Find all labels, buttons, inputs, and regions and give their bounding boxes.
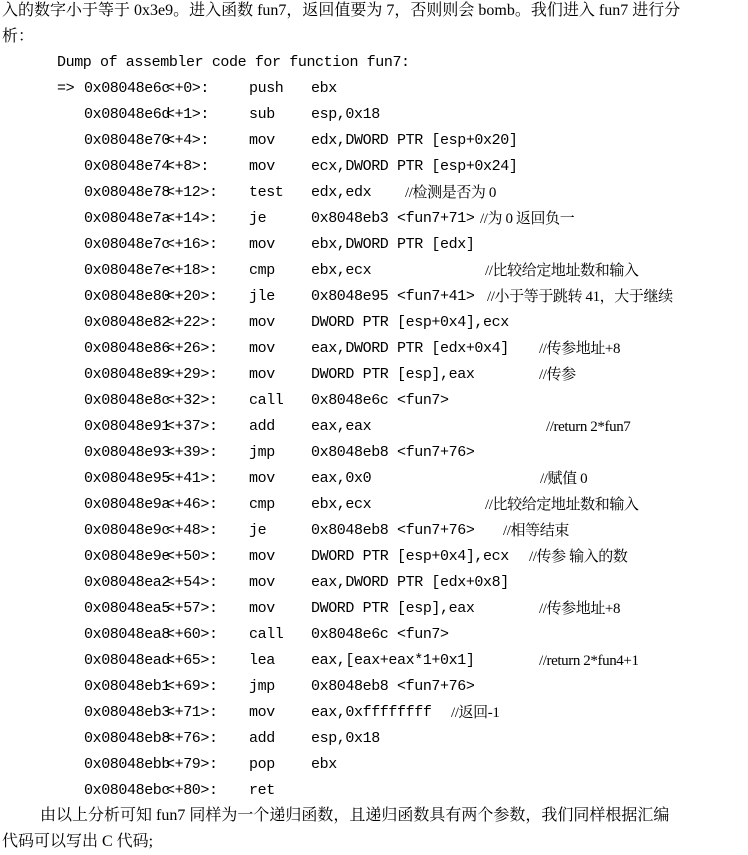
instruction-operands: DWORD PTR [esp+0x4],ecx	[311, 314, 509, 331]
instruction-row	[0, 310, 748, 336]
instruction-address: 0x08048ea8	[84, 626, 171, 643]
instruction-mnemonic: mov	[249, 314, 275, 331]
instruction-operands: 0x8048eb8 <fun7+76>	[311, 522, 475, 539]
instruction-address: 0x08048e93	[84, 444, 171, 461]
instruction-mnemonic: mov	[249, 704, 275, 721]
instruction-address: 0x08048eb1	[84, 678, 171, 695]
instruction-offset: <+69>:	[166, 678, 218, 695]
instruction-mnemonic: mov	[249, 366, 275, 383]
instruction-comment: //return 2*fun7	[546, 419, 631, 435]
instruction-row	[0, 414, 748, 440]
instruction-operands: ebx	[311, 80, 337, 97]
intro-paragraph-line2: 析：	[2, 28, 35, 45]
instruction-comment: //返回-1	[451, 705, 500, 721]
instruction-mnemonic: call	[249, 392, 284, 409]
instruction-operands: 0x8048e95 <fun7+41>	[311, 288, 475, 305]
instruction-mnemonic: push	[249, 80, 284, 97]
instruction-address: 0x08048e74	[84, 158, 171, 175]
instruction-mnemonic: je	[249, 210, 267, 227]
instruction-offset: <+79>:	[166, 756, 218, 773]
instruction-comment: //传参 输入的数	[529, 549, 628, 565]
instruction-offset: <+80>:	[166, 782, 218, 799]
instruction-address: 0x08048e9e	[84, 548, 171, 565]
instruction-address: 0x08048e6c	[84, 80, 171, 97]
instruction-mnemonic: mov	[249, 236, 275, 253]
instruction-mnemonic: ret	[249, 782, 275, 799]
instruction-mnemonic: mov	[249, 548, 275, 565]
instruction-address: 0x08048e7a	[84, 210, 171, 227]
outro-paragraph-line1: 由以上分析可知 fun7 同样为一个递归函数，且递归函数具有两个参数，我们同样根据汇编	[40, 807, 670, 824]
instruction-row	[0, 752, 748, 778]
instruction-address: 0x08048e70	[84, 132, 171, 149]
instruction-operands: eax,DWORD PTR [edx+0x4]	[311, 340, 509, 357]
instruction-address: 0x08048e7c	[84, 236, 171, 253]
instruction-offset: <+50>:	[166, 548, 218, 565]
instruction-row	[0, 180, 748, 206]
instruction-row	[0, 232, 748, 258]
instruction-row	[0, 466, 748, 492]
instruction-offset: <+18>:	[166, 262, 218, 279]
instruction-operands: ebx	[311, 756, 337, 773]
instruction-comment: //传参	[539, 367, 576, 383]
instruction-row	[0, 596, 748, 622]
instruction-row	[0, 76, 748, 102]
instruction-offset: <+46>:	[166, 496, 218, 513]
instruction-offset: <+76>:	[166, 730, 218, 747]
instruction-operands: 0x8048eb3 <fun7+71>	[311, 210, 475, 227]
instruction-mnemonic: add	[249, 730, 275, 747]
instruction-offset: <+29>:	[166, 366, 218, 383]
instruction-address: 0x08048eb8	[84, 730, 171, 747]
instruction-operands: esp,0x18	[311, 106, 380, 123]
instruction-mnemonic: jle	[249, 288, 275, 305]
instruction-operands: edx,DWORD PTR [esp+0x20]	[311, 132, 518, 149]
instruction-row	[0, 726, 748, 752]
instruction-operands: eax,[eax+eax*1+0x1]	[311, 652, 475, 669]
instruction-offset: <+0>:	[166, 80, 210, 97]
instruction-offset: <+71>:	[166, 704, 218, 721]
instruction-offset: <+57>:	[166, 600, 218, 617]
instruction-address: 0x08048e78	[84, 184, 171, 201]
instruction-mnemonic: pop	[249, 756, 275, 773]
instruction-row	[0, 154, 748, 180]
instruction-offset: <+41>:	[166, 470, 218, 487]
instruction-address: 0x08048ebb	[84, 756, 171, 773]
instruction-row	[0, 700, 748, 726]
instruction-mnemonic: mov	[249, 574, 275, 591]
instruction-comment: //传参地址+8	[539, 341, 621, 357]
instruction-operands: DWORD PTR [esp],eax	[311, 600, 475, 617]
instruction-operands: ebx,ecx	[311, 496, 372, 513]
instruction-operands: 0x8048e6c <fun7>	[311, 392, 449, 409]
instruction-offset: <+65>:	[166, 652, 218, 669]
instruction-address: 0x08048eb3	[84, 704, 171, 721]
instruction-address: 0x08048e89	[84, 366, 171, 383]
instruction-address: 0x08048ea5	[84, 600, 171, 617]
instruction-offset: <+26>:	[166, 340, 218, 357]
instruction-row	[0, 336, 748, 362]
instruction-row	[0, 362, 748, 388]
instruction-row	[0, 206, 748, 232]
instruction-row	[0, 778, 748, 804]
instruction-row	[0, 388, 748, 414]
intro-paragraph-line1: 入的数字小于等于 0x3e9。进入函数 fun7，返回值要为 7，否则则会 bomb。我们进入 fun7 进行分	[2, 2, 681, 19]
instruction-row	[0, 440, 748, 466]
instruction-offset: <+12>:	[166, 184, 218, 201]
instruction-address: 0x08048e82	[84, 314, 171, 331]
instruction-address: 0x08048ebc	[84, 782, 171, 799]
instruction-mnemonic: mov	[249, 158, 275, 175]
instruction-operands: 0x8048e6c <fun7>	[311, 626, 449, 643]
instruction-row	[0, 518, 748, 544]
instruction-mnemonic: cmp	[249, 262, 275, 279]
instruction-row	[0, 544, 748, 570]
instruction-row	[0, 258, 748, 284]
instruction-offset: <+48>:	[166, 522, 218, 539]
instruction-comment: //相等结束	[503, 523, 569, 539]
instruction-mnemonic: cmp	[249, 496, 275, 513]
instruction-address: 0x08048e7e	[84, 262, 171, 279]
instruction-address: 0x08048e9c	[84, 522, 171, 539]
instruction-mnemonic: mov	[249, 600, 275, 617]
instruction-operands: eax,eax	[311, 418, 372, 435]
instruction-operands: 0x8048eb8 <fun7+76>	[311, 678, 475, 695]
instruction-operands: 0x8048eb8 <fun7+76>	[311, 444, 475, 461]
instruction-mnemonic: test	[249, 184, 284, 201]
instruction-row	[0, 622, 748, 648]
instruction-mnemonic: je	[249, 522, 267, 539]
instruction-comment: //传参地址+8	[539, 601, 621, 617]
instruction-operands: eax,0xffffffff	[311, 704, 432, 721]
current-instruction-marker: =>	[57, 80, 75, 97]
instruction-address: 0x08048e95	[84, 470, 171, 487]
instruction-address: 0x08048e8c	[84, 392, 171, 409]
instruction-offset: <+4>:	[166, 132, 210, 149]
instruction-address: 0x08048e9a	[84, 496, 171, 513]
instruction-row	[0, 674, 748, 700]
instruction-offset: <+37>:	[166, 418, 218, 435]
instruction-mnemonic: lea	[249, 652, 275, 669]
instruction-mnemonic: mov	[249, 470, 275, 487]
instruction-address: 0x08048e80	[84, 288, 171, 305]
instruction-operands: DWORD PTR [esp],eax	[311, 366, 475, 383]
instruction-offset: <+16>:	[166, 236, 218, 253]
instruction-offset: <+32>:	[166, 392, 218, 409]
instruction-comment: //检测是否为 0	[405, 185, 496, 201]
instruction-address: 0x08048ea2	[84, 574, 171, 591]
instruction-address: 0x08048e6d	[84, 106, 171, 123]
instruction-comment: //为 0 返回负一	[480, 211, 575, 227]
instruction-comment: //return 2*fun4+1	[539, 653, 639, 669]
instruction-mnemonic: jmp	[249, 678, 275, 695]
instruction-address: 0x08048ead	[84, 652, 171, 669]
instruction-comment: //比较给定地址数和输入	[485, 263, 639, 279]
instruction-address: 0x08048e91	[84, 418, 171, 435]
instruction-offset: <+14>:	[166, 210, 218, 227]
instruction-row	[0, 648, 748, 674]
instruction-operands: ebx,DWORD PTR [edx]	[311, 236, 475, 253]
instruction-operands: eax,0x0	[311, 470, 372, 487]
instruction-operands: edx,edx	[311, 184, 372, 201]
instruction-comment: //小于等于跳转 41，大于继续	[487, 289, 673, 305]
instruction-mnemonic: call	[249, 626, 284, 643]
instruction-offset: <+60>:	[166, 626, 218, 643]
instruction-operands: ebx,ecx	[311, 262, 372, 279]
instruction-mnemonic: mov	[249, 132, 275, 149]
instruction-row	[0, 570, 748, 596]
instruction-row	[0, 128, 748, 154]
outro-paragraph-line2: 代码可以写出 C 代码;	[2, 833, 154, 850]
instruction-offset: <+8>:	[166, 158, 210, 175]
instruction-row	[0, 102, 748, 128]
instruction-offset: <+54>:	[166, 574, 218, 591]
instruction-operands: esp,0x18	[311, 730, 380, 747]
instruction-offset: <+39>:	[166, 444, 218, 461]
instruction-mnemonic: jmp	[249, 444, 275, 461]
instruction-mnemonic: add	[249, 418, 275, 435]
instruction-address: 0x08048e86	[84, 340, 171, 357]
instruction-mnemonic: sub	[249, 106, 275, 123]
instruction-operands: eax,DWORD PTR [edx+0x8]	[311, 574, 509, 591]
instruction-mnemonic: mov	[249, 340, 275, 357]
dump-header: Dump of assembler code for function fun7:	[57, 54, 410, 71]
instruction-operands: ecx,DWORD PTR [esp+0x24]	[311, 158, 518, 175]
instruction-offset: <+20>:	[166, 288, 218, 305]
instruction-offset: <+22>:	[166, 314, 218, 331]
instruction-comment: //赋值 0	[540, 471, 588, 487]
instruction-row	[0, 284, 748, 310]
instruction-row	[0, 492, 748, 518]
instruction-offset: <+1>:	[166, 106, 210, 123]
instruction-operands: DWORD PTR [esp+0x4],ecx	[311, 548, 509, 565]
instruction-comment: //比较给定地址数和输入	[485, 497, 639, 513]
